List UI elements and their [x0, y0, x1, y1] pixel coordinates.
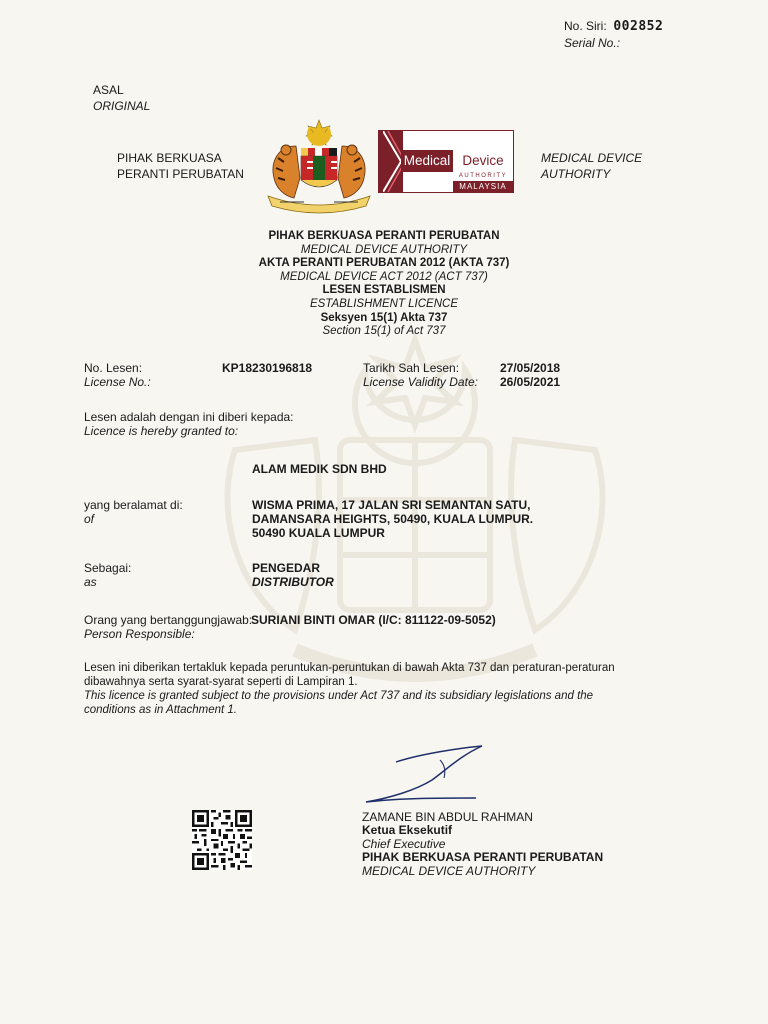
heading-act-en: MEDICAL DEVICE ACT 2012 (ACT 737): [280, 270, 488, 283]
signatory-block: [362, 811, 603, 878]
conditions-en-line2: conditions as in Attachment 1.: [84, 704, 237, 716]
authority-right-line1: MEDICAL DEVICE: [541, 151, 643, 165]
qr-code-image: [192, 810, 252, 870]
heading-licence-ms: LESEN ESTABLISMEN: [322, 284, 446, 297]
signatory-org: PIHAK BERKUASA PERANTI PERUBATAN: [362, 850, 604, 865]
malaysia-coat-of-arms-image: [260, 118, 378, 214]
serial-label: No. Siri:: [564, 19, 607, 33]
address-label: yang beralamat di:: [84, 498, 183, 512]
conditions-ms-line1: Lesen ini diberikan tertakluk kepada peruntukan-peruntukan di bawah Akta 737 dan peraturan-peraturan: [84, 662, 615, 674]
serial-number: 002852: [613, 19, 664, 34]
address-line2: DAMANSARA HEIGHTS, 50490, KUALA LUMPUR.: [252, 512, 534, 526]
conditions-text: [84, 661, 724, 717]
heading-authority-en: MEDICAL DEVICE AUTHORITY: [300, 243, 468, 256]
grant-label-en: Licence is hereby granted to:: [84, 424, 239, 438]
heading-act-ms: AKTA PERANTI PERUBATAN 2012 (AKTA 737): [258, 257, 510, 270]
handwritten-signature-image: [360, 740, 500, 806]
address-label-en: of: [84, 512, 95, 526]
validity-to: 26/05/2021: [500, 375, 561, 389]
responsible-value: SURIANI BINTI OMAR (I/C: 811122-09-5052): [251, 613, 496, 627]
role-label-en: as: [84, 575, 97, 589]
authority-left-line2: PERANTI PERUBATAN: [117, 167, 244, 181]
heading-section-en: Section 15(1) of Act 737: [322, 325, 446, 338]
signatory-name: ZAMANE BIN ABDUL RAHMAN: [362, 810, 533, 824]
signatory-org-en: MEDICAL DEVICE AUTHORITY: [362, 863, 536, 878]
role-label: Sebagai:: [84, 561, 132, 575]
address-line3: 50490 KUALA LUMPUR: [252, 526, 385, 540]
licence-no-value: KP18230196818: [222, 361, 313, 375]
role-value-en: DISTRIBUTOR: [252, 575, 334, 589]
authority-left-line1: PIHAK BERKUASA: [117, 151, 222, 165]
grant-label: Lesen adalah dengan ini diberi kepada:: [84, 410, 294, 424]
medical-device-authority-logo: [378, 130, 514, 193]
serial-number-block: [564, 18, 754, 52]
company-name: ALAM MEDIK SDN BHD: [252, 462, 387, 476]
validity-label-en: License Validity Date:: [363, 375, 478, 389]
address-line1: WISMA PRIMA, 17 JALAN SRI SEMANTAN SATU,: [252, 498, 531, 512]
responsible-label: Orang yang bertanggungjawab:: [84, 613, 253, 627]
signatory-title: Ketua Eksekutif: [362, 823, 453, 838]
conditions-ms-line2: dibawahnya serta syarat-syarat seperti di Lampiran 1.: [84, 676, 358, 688]
licence-no-label: No. Lesen:: [84, 361, 143, 375]
role-value: PENGEDAR: [252, 561, 321, 575]
logo-word-malaysia: MALAYSIA: [453, 181, 513, 192]
heading-section-ms: Seksyen 15(1) Akta 737: [320, 311, 448, 324]
copy-label-en: ORIGINAL: [93, 99, 151, 113]
copy-label: ASAL: [93, 83, 124, 97]
heading-authority-ms: PIHAK BERKUASA PERANTI PERUBATAN: [268, 230, 500, 242]
authority-right-line2: AUTHORITY: [541, 167, 611, 181]
responsible-label-en: Person Responsible:: [84, 627, 195, 641]
serial-label-en: Serial No.:: [564, 36, 621, 50]
validity-label: Tarikh Sah Lesen:: [363, 361, 460, 375]
validity-from: 27/05/2018: [500, 361, 561, 375]
signatory-title-en: Chief Executive: [362, 836, 446, 851]
conditions-en-line1: This licence is granted subject to the provisions under Act 737 and its subsidiary legislations and the: [84, 690, 594, 702]
logo-word-medical: Medical: [401, 150, 453, 172]
logo-word-device: Device: [462, 153, 504, 168]
logo-word-authority: AUTHORITY: [458, 173, 508, 179]
heading-licence-en: ESTABLISHMENT LICENCE: [309, 297, 459, 310]
licence-no-label-en: License No.:: [84, 375, 151, 389]
licence-heading: [184, 230, 584, 339]
